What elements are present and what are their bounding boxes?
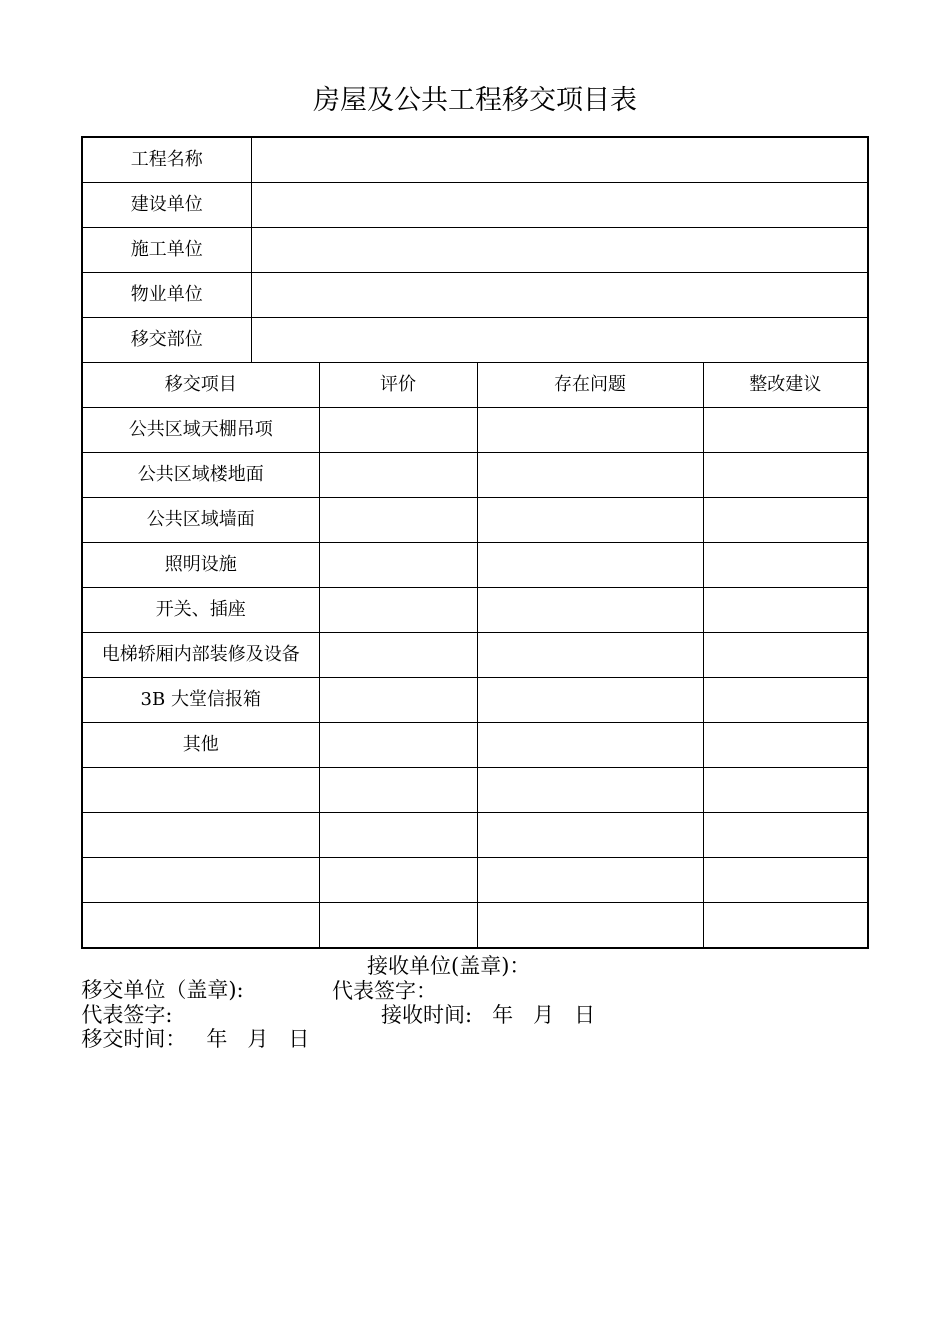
info-value-field[interactable] bbox=[251, 273, 868, 318]
item-row bbox=[82, 858, 868, 903]
issues-cell[interactable] bbox=[477, 498, 703, 543]
item-row bbox=[82, 768, 868, 813]
issues-cell[interactable] bbox=[477, 543, 703, 588]
issues-cell[interactable] bbox=[477, 633, 703, 678]
page-title: 房屋及公共工程移交项目表 bbox=[313, 85, 637, 116]
info-label: 工程名称 bbox=[82, 137, 251, 183]
header-cell-evaluation: 评价 bbox=[319, 363, 477, 408]
item-name-cell: 照明设施 bbox=[82, 543, 319, 588]
info-row bbox=[82, 273, 868, 318]
issues-cell[interactable] bbox=[477, 678, 703, 723]
suggestion-cell[interactable] bbox=[703, 903, 868, 949]
info-row bbox=[82, 228, 868, 273]
suggestion-cell[interactable] bbox=[703, 498, 868, 543]
issues-cell[interactable] bbox=[477, 903, 703, 949]
suggestion-cell[interactable] bbox=[703, 813, 868, 858]
suggestion-cell[interactable] bbox=[703, 408, 868, 453]
evaluation-cell[interactable] bbox=[319, 453, 477, 498]
item-name-cell[interactable] bbox=[82, 903, 319, 949]
info-row bbox=[82, 183, 868, 228]
suggestion-cell[interactable] bbox=[703, 723, 868, 768]
info-value-field[interactable] bbox=[251, 137, 868, 183]
handover-date-label: 移交时间： 年 月 日 bbox=[81, 1027, 310, 1051]
item-row bbox=[82, 633, 868, 678]
item-row bbox=[82, 903, 868, 949]
info-label: 建设单位 bbox=[82, 183, 251, 228]
receiving-signature-label: 代表签字： bbox=[332, 979, 437, 1003]
item-name-cell: 电梯轿厢内部装修及设备 bbox=[82, 633, 319, 678]
item-row bbox=[82, 543, 868, 588]
handover-form-table bbox=[81, 136, 869, 949]
handover-signature-label: 代表签字: bbox=[81, 1003, 173, 1027]
item-name-cell: 公共区域墙面 bbox=[82, 498, 319, 543]
items-header-row bbox=[82, 363, 868, 408]
header-cell-item: 移交项目 bbox=[82, 363, 319, 408]
evaluation-cell[interactable] bbox=[319, 813, 477, 858]
issues-cell[interactable] bbox=[477, 858, 703, 903]
suggestion-cell[interactable] bbox=[703, 588, 868, 633]
item-name-cell: 3B 大堂信报箱 bbox=[82, 678, 319, 723]
item-row bbox=[82, 723, 868, 768]
issues-cell[interactable] bbox=[477, 453, 703, 498]
issues-cell[interactable] bbox=[477, 768, 703, 813]
suggestion-cell[interactable] bbox=[703, 858, 868, 903]
evaluation-cell[interactable] bbox=[319, 588, 477, 633]
issues-cell[interactable] bbox=[477, 813, 703, 858]
evaluation-cell[interactable] bbox=[319, 723, 477, 768]
evaluation-cell[interactable] bbox=[319, 543, 477, 588]
handover-unit-label: 移交单位（盖章): bbox=[81, 978, 244, 1002]
item-row bbox=[82, 813, 868, 858]
header-cell-suggestion: 整改建议 bbox=[703, 363, 868, 408]
item-row bbox=[82, 498, 868, 543]
info-label: 移交部位 bbox=[82, 318, 251, 363]
issues-cell[interactable] bbox=[477, 723, 703, 768]
suggestion-cell[interactable] bbox=[703, 768, 868, 813]
item-row bbox=[82, 678, 868, 723]
item-name-cell: 开关、插座 bbox=[82, 588, 319, 633]
evaluation-cell[interactable] bbox=[319, 633, 477, 678]
suggestion-cell[interactable] bbox=[703, 633, 868, 678]
item-name-cell[interactable] bbox=[82, 768, 319, 813]
issues-cell[interactable] bbox=[477, 588, 703, 633]
evaluation-cell[interactable] bbox=[319, 408, 477, 453]
info-label: 物业单位 bbox=[82, 273, 251, 318]
suggestion-cell[interactable] bbox=[703, 453, 868, 498]
footer-line-3 bbox=[68, 1003, 596, 1075]
item-name-cell: 公共区域楼地面 bbox=[82, 453, 319, 498]
evaluation-cell[interactable] bbox=[319, 768, 477, 813]
suggestion-cell[interactable] bbox=[703, 678, 868, 723]
info-row bbox=[82, 137, 868, 183]
info-row bbox=[82, 318, 868, 363]
item-row bbox=[82, 588, 868, 633]
info-value-field[interactable] bbox=[251, 183, 868, 228]
info-value-field[interactable] bbox=[251, 228, 868, 273]
item-name-cell: 公共区域天棚吊项 bbox=[82, 408, 319, 453]
info-label: 施工单位 bbox=[82, 228, 251, 273]
receiving-date-label: 接收时间: 年 月 日 bbox=[381, 1003, 596, 1027]
item-name-cell[interactable] bbox=[82, 858, 319, 903]
header-cell-issues: 存在问题 bbox=[477, 363, 703, 408]
receiving-unit-label: 接收单位(盖章)： bbox=[367, 954, 531, 978]
evaluation-cell[interactable] bbox=[319, 903, 477, 949]
evaluation-cell[interactable] bbox=[319, 858, 477, 903]
item-row bbox=[82, 453, 868, 498]
evaluation-cell[interactable] bbox=[319, 678, 477, 723]
evaluation-cell[interactable] bbox=[319, 498, 477, 543]
item-row bbox=[82, 408, 868, 453]
item-name-cell: 其他 bbox=[82, 723, 319, 768]
suggestion-cell[interactable] bbox=[703, 543, 868, 588]
info-value-field[interactable] bbox=[251, 318, 868, 363]
item-name-cell[interactable] bbox=[82, 813, 319, 858]
issues-cell[interactable] bbox=[477, 408, 703, 453]
